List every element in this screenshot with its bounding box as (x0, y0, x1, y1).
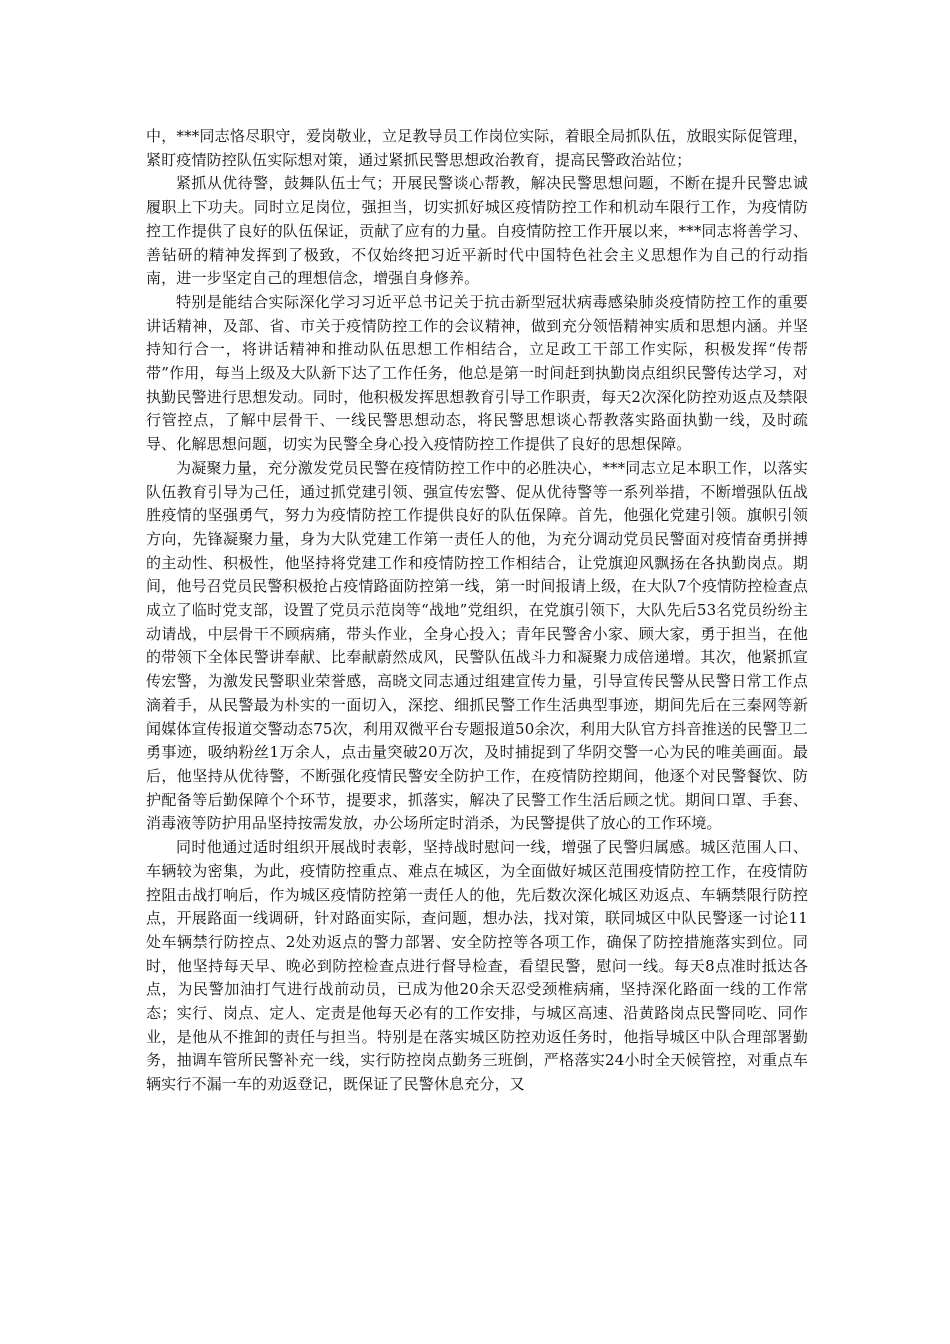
paragraph-2: 紧抓从优待警，鼓舞队伍士气；开展民警谈心帮教，解决民警思想问题，不断在提升民警忠诚履职上下功夫。同时立足岗位，强担当，切实抓好城区疫情防控工作和机动车限行工作，为疫情防控工作提供了良好的队伍保证，贡献了应有的力量。自疫情防控工作开展以来，***同志将善学习、善钻研的精神发挥到了极致，不仅始终把习近平新时代中国特色社会主义思想作为自己的行动指南，进一步坚定自己的理想信念，增强自身修养。 (146, 174, 808, 288)
paragraph-5: 同时他通过适时组织开展战时表彰，坚持战时慰问一线，增强了民警归属感。城区范围人口、车辆较为密集，为此，疫情防控重点、难点在城区，为全面做好城区范围疫情防控工作，在疫情防控阻击战打响后，作为城区疫情防控第一责任人的他，先后数次深化城区劝返点、车辆禁限行防控点，开展路面一线调研，针对路面实际，查问题，想办法，找对策，联同城区中队民警逐一讨论11处车辆禁行防控点、2处劝返点的警力部署、安全防控等各项工作，确保了防控措施落实到位。同时，他坚持每天早、晚必到防控检查点进行督导检查，看望民警，慰问一线。每天8点准时抵达各点，为民警加油打气进行战前动员，已成为他20余天忍受颈椎病痛，坚持深化路面一线的工作常态；实行、岗点、定人、定责是他每天必有的工作安排，与城区高速、沿黄路岗点民警同吃、同作业，是他从不推卸的责任与担当。特别是在落实城区防控劝返任务时，他指导城区中队合理部署勤务，抽调车管所民警补充一线，实行防控岗点勤务三班倒，严格落实24小时全天候管控，对重点车辆实行不漏一车的劝返登记，既保证了民警休息充分，又 (146, 838, 808, 1094)
paragraph-3: 特别是能结合实际深化学习习近平总书记关于抗击新型冠状病毒感染肺炎疫情防控工作的重要讲话精神，及部、省、市关于疫情防控工作的会议精神，做到充分领悟精神实质和思想内涵。并坚持知行合一，将讲话精神和推动队伍思想工作相结合，立足政工干部工作实际，积极发挥“传帮带”作用，每当上级及大队新下达了工作任务，他总是第一时间赶到执勤岗点组织民警传达学习，对执勤民警进行思想发动。同时，他积极发挥思想教育引导工作职责，每天2次深化防控劝返点及禁限行管控点，了解中层骨干、一线民警思想动态，将民警思想谈心帮教落实路面执勤一线，及时疏导、化解思想问题，切实为民警全身心投入疫情防控工作提供了良好的思想保障。 (146, 292, 808, 454)
paragraph-1: 中，***同志恪尽职守，爱岗敬业，立足教导员工作岗位实际，着眼全局抓队伍，放眼实际促管理，紧盯疫情防控队伍实际想对策，通过紧抓民警思想政治教育，提高民警政治站位； (146, 127, 808, 169)
document-body (146, 125, 808, 1097)
paragraph-4: 为凝聚力量，充分激发党员民警在疫情防控工作中的必胜决心，***同志立足本职工作，以落实队伍教育引导为己任，通过抓党建引领、强宣传宏警、促从优待警等一系列举措，不断增强队伍战胜疫情的坚强勇气，努力为疫情防控工作提供良好的队伍保障。首先，他强化党建引领。旗帜引领方向，先锋凝聚力量，身为大队党建工作第一责任人的他，为充分调动党员民警面对疫情奋勇拼搏的主动性、积极性，他坚持将党建工作和疫情防控工作相结合，让党旗迎风飘扬在各执勤岗点。期间，他号召党员民警积极抢占疫情路面防控第一线，第一时间报请上级，在大队7个疫情防控检查点成立了临时党支部，设置了党员示范岗等“战地”党组织，在党旗引领下，大队先后53名党员纷纷主动请战，中层骨干不顾病痛，带头作业，全身心投入；青年民警舍小家、顾大家，勇于担当，在他的带领下全体民警讲奉献、比奉献蔚然成风，民警队伍战斗力和凝聚力成倍递增。其次，他紧抓宣传宏警，为激发民警职业荣誉感，高晓文同志通过组建宣传力量，引导宣传民警从民警日常工作点滴着手，从民警最为朴实的一面切入，深挖、细抓民警工作生活典型事迹，期间先后在三秦网等新闻媒体宣传报道交警动态75次，利用双微平台专题报道50余次，利用大队官方抖音推送的民警卫二勇事迹，吸纳粉丝1万余人，点击量突破20万次，及时捕捉到了华阴交警一心为民的唯美画面。最后，他坚持从优待警，不断强化疫情民警安全防护工作，在疫情防控期间，他逐个对民警餐饮、防护配备等后勤保障个个环节，提要求，抓落实，解决了民警工作生活后顾之忧。期间口罩、手套、消毒液等防护用品坚持按需发放，办公场所定时消杀，为民警提供了放心的工作环境。 (146, 458, 808, 833)
